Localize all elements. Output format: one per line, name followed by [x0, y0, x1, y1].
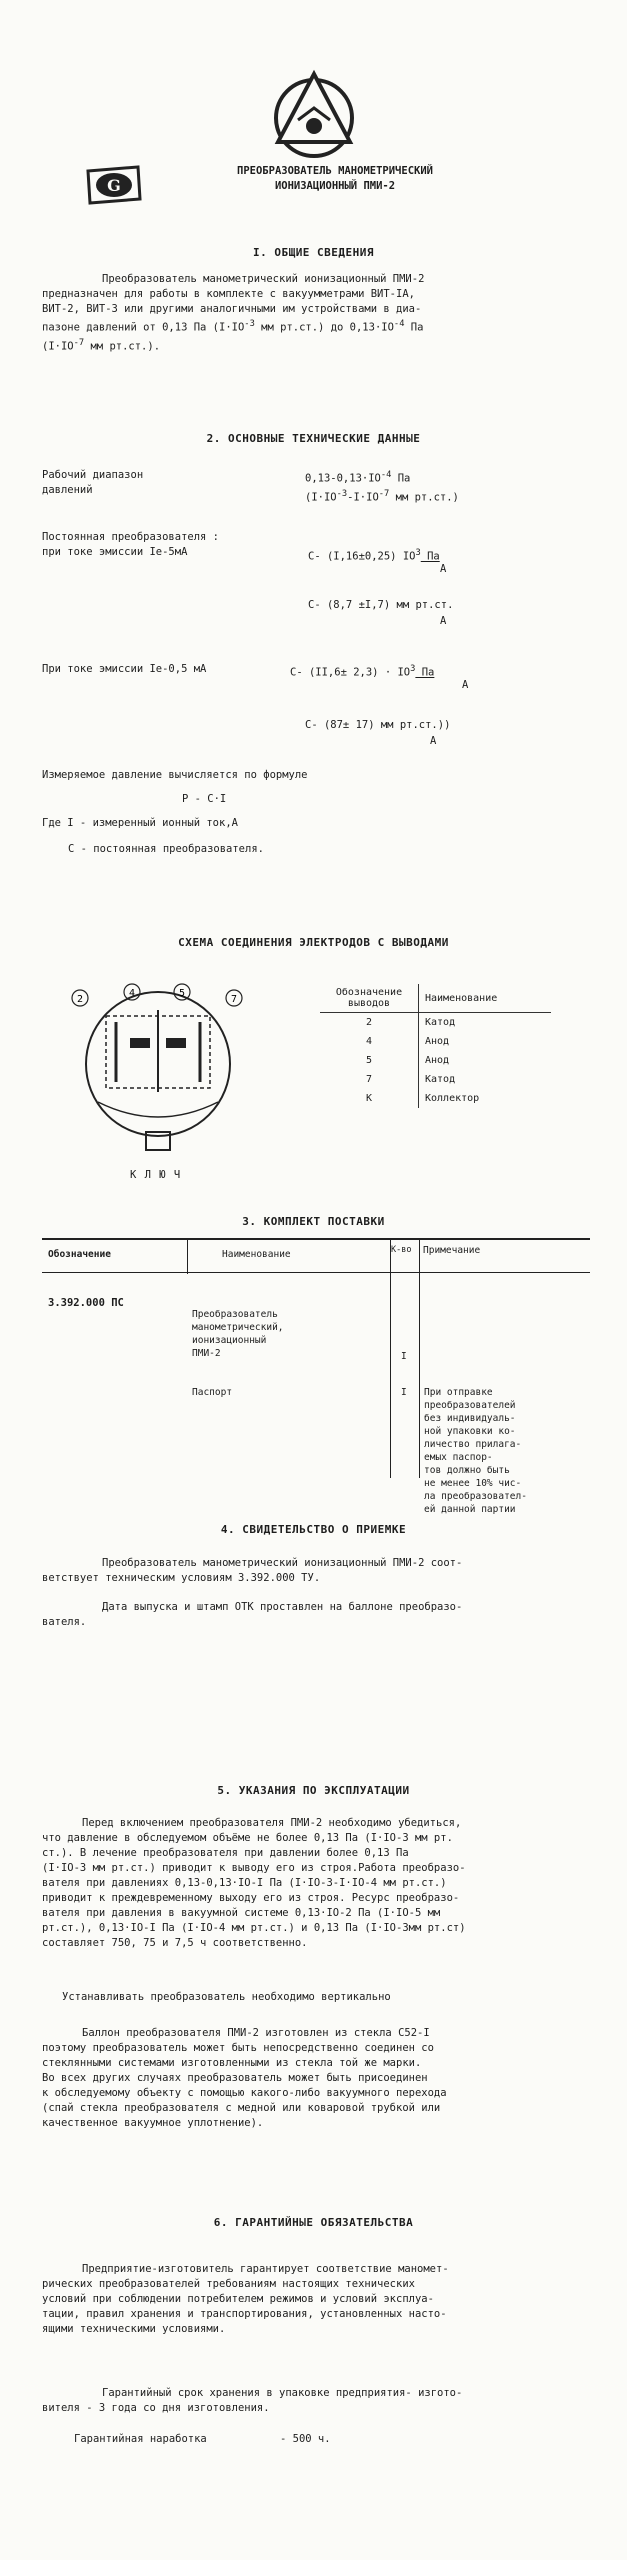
- title-line-1: ПРЕОБРАЗОВАТЕЛЬ МАНОМЕТРИЧЕСКИЙ: [237, 165, 433, 177]
- text-line: поэтому преобразователь может быть непосредственно соединен со: [42, 2042, 434, 2054]
- pin-number: 5: [320, 1051, 419, 1070]
- text-line: приводит к преждевременному выходу его из строя. Ресурс преобразо-: [42, 1892, 460, 1904]
- text-line: ной упаковки ко-: [424, 1426, 516, 1437]
- text-line: ящими техническими условиями.: [42, 2323, 226, 2335]
- emission-label-2: При токе эмиссии Iе-0,5 мА: [42, 663, 207, 675]
- constant-value-2-denominator: A: [440, 615, 447, 627]
- key-label: К Л Ю Ч: [130, 1169, 182, 1181]
- pin-name: Катод: [425, 1017, 456, 1028]
- logo-letter: G: [107, 176, 121, 195]
- text-line: Предприятие-изготовитель гарантирует соответствие маномет-: [82, 2263, 449, 2275]
- text-line: к обследуемому объекту с помощью какого-либо вакуумного перехода: [42, 2087, 447, 2099]
- constant-value-4: C- (87± 17) мм рт.ст.)): [305, 719, 451, 731]
- text-line: качественное вакуумное уплотнение).: [42, 2117, 264, 2129]
- electrode-diagram: [58, 982, 258, 1157]
- section-6-paragraph-1: [42, 2262, 602, 2337]
- kit-qty-2: I: [401, 1387, 407, 1398]
- constant-value-2: C- (8,7 ±I,7) мм рт.ст.: [308, 599, 454, 611]
- text-line: преобразователей: [424, 1400, 516, 1411]
- text-line: ст.). В лечение преобразователя при давлении более 0,13 Па: [42, 1847, 409, 1859]
- pinout-col-2: Наименование: [425, 992, 498, 1004]
- section-5-paragraph-3: [42, 2026, 602, 2131]
- kit-note: [424, 1386, 588, 1516]
- kit-col-name: Наименование: [222, 1249, 291, 1260]
- section-1-heading: I. ОБЩИЕ СВЕДЕНИЯ: [252, 246, 375, 259]
- pinout-col-1: Обозначение выводов: [320, 984, 419, 1013]
- formula: P - C·I: [182, 793, 227, 805]
- section-3-heading: 3. КОМПЛЕКТ ПОСТАВКИ: [242, 1215, 385, 1228]
- text-line: стеклянными системами изготовленными из стекла той же марки.: [42, 2057, 422, 2069]
- warranty-hours-value: - 500 ч.: [280, 2433, 331, 2445]
- constant-value-4-denominator: A: [430, 735, 437, 747]
- pinout-row: [320, 1013, 551, 1033]
- kit-code: 3.392.000 ПС: [48, 1297, 124, 1309]
- text-line: емых паспор-: [424, 1452, 493, 1463]
- pin-label-2: 2: [76, 994, 84, 1005]
- pin-number: К: [320, 1089, 419, 1108]
- range-label: Рабочий диапазон давлений: [42, 469, 144, 496]
- section-5-heading: 5. УКАЗАНИЯ ПО ЭКСПЛУАТАЦИИ: [217, 1784, 410, 1797]
- text-line: условий при соблюдении потребителем режимов и условий эксплуа-: [42, 2293, 434, 2305]
- text-line: не менее 10% чис-: [424, 1478, 522, 1489]
- text-line: без индивидуаль-: [424, 1413, 516, 1424]
- constant-value-1-denominator: A: [440, 563, 447, 575]
- formula-intro: Измеряемое давление вычисляется по формуле: [42, 769, 308, 781]
- pin-name: Коллектор: [425, 1093, 480, 1104]
- text-line: Перед включением преобразователя ПМИ-2 необходимо убедиться,: [82, 1817, 462, 1829]
- pinout-row: [320, 1051, 551, 1070]
- pin-label-4: 4: [128, 988, 136, 999]
- section-5-paragraph-1: [42, 1816, 602, 1951]
- pinout-row: [320, 1032, 551, 1051]
- text-line: вателя при давления в вакуумной системе 0,13·IO-2 Па (I·IO-5 мм: [42, 1907, 441, 1919]
- text-line: тов должно быть: [424, 1465, 510, 1476]
- triangle-emblem-icon: [268, 68, 360, 168]
- text-line: Во всех других случаях преобразователь может быть присоединен: [42, 2072, 428, 2084]
- text-line: ей данной партии: [424, 1504, 516, 1515]
- text-line: (спай стекла преобразователя с медной или коваровой трубкой или: [42, 2102, 441, 2114]
- section-6-heading: 6. ГАРАНТИЙНЫЕ ОБЯЗАТЕЛЬСТВА: [213, 2216, 414, 2229]
- title-line-2: ИОНИЗАЦИОННЫЙ ПМИ-2: [274, 180, 396, 192]
- constant-value-3-denominator: A: [462, 679, 469, 691]
- pin-name: Анод: [425, 1055, 450, 1066]
- pin-label-5: 5: [178, 988, 186, 999]
- range-value: $0,13-0,13\cdot IO^{-4}$ Па ($I\cdot IO^{-3}-I\cdot IO^{-7}$ мм рт.ст.): [305, 470, 459, 503]
- pin-number: 4: [320, 1032, 419, 1051]
- pin-number: 2: [320, 1013, 419, 1033]
- anode-right: [166, 1038, 186, 1048]
- pin-number: 7: [320, 1070, 419, 1089]
- text-line: ла преобразовател-: [424, 1491, 527, 1502]
- text-line: рических преобразователей требованиям настоящих технических: [42, 2278, 415, 2290]
- kit-col-designation: Обозначение: [48, 1249, 111, 1260]
- text-line: При отправке: [424, 1387, 493, 1398]
- section-6-paragraph-2: Гарантийный срок хранения в упаковке предприятия- изгото- вителя - 3 года со дня изготовления.: [42, 2387, 463, 2414]
- pinout-row: [320, 1070, 551, 1089]
- kit-item-1: Преобразователь манометрический, ионизационный ПМИ-2: [192, 1309, 284, 1359]
- oval-logo-icon: [82, 165, 144, 205]
- constant-value-1: C- (I,16±0,25) $IO^3$ Па: [308, 548, 440, 563]
- pinout-heading: СХЕМА СОЕДИНЕНИЯ ЭЛЕКТРОДОВ С ВЫВОДАМИ: [178, 936, 449, 949]
- s1-line-2: предназначен для работы в комплекте с вакуумметрами ВИТ-IA,: [42, 288, 415, 300]
- manufacturer-logo: [82, 165, 144, 205]
- kit-item-2: Паспорт: [192, 1387, 233, 1398]
- text-line: что давление в обследуемом объёме не более 0,13 Па (I·IO-3 мм рт.: [42, 1832, 453, 1844]
- pinout-table: [320, 984, 551, 1108]
- s1-line-4: пазоне давлений от 0,13 Па ($I\cdot IO^{-3}$ мм рт.ст.) до $0,13\cdot IO^{-4}$ Па: [42, 319, 424, 334]
- formula-where-2: C - постоянная преобразователя.: [68, 843, 264, 855]
- text-line: (I·IO-3 мм рт.ст.) приводит к выводу его из строя.Работа преобразо-: [42, 1862, 466, 1874]
- kit-qty-1: I: [401, 1351, 407, 1362]
- s1-line-5: ($I\cdot IO^{-7}$ мм рт.ст.).: [42, 337, 161, 352]
- text-line: тации, правил хранения и транспортирования, установленных насто-: [42, 2308, 447, 2320]
- section-1-text: [42, 272, 584, 354]
- text-line: Баллон преобразователя ПМИ-2 изготовлен из стекла С52-I: [82, 2027, 430, 2039]
- warranty-hours-label: Гарантийная наработка: [74, 2433, 207, 2445]
- text-line: составляет 750, 75 и 7,5 ч соответственно.: [42, 1937, 308, 1949]
- section-2-heading: 2. ОСНОВНЫЕ ТЕХНИЧЕСКИЕ ДАННЫЕ: [206, 432, 421, 445]
- pinout-row: [320, 1089, 551, 1108]
- pin-label-7: 7: [230, 994, 238, 1005]
- pin-name: Анод: [425, 1036, 450, 1047]
- text-line: вателя при давлениях 0,13-0,13·IO-I Па (I·IO-3-I·IO-4 мм рт.ст.): [42, 1877, 447, 1889]
- kit-col-qty: К-во: [391, 1245, 412, 1255]
- text-line: личество прилага-: [424, 1439, 522, 1450]
- s1-line-1: Преобразователь манометрический ионизационный ПМИ-2: [102, 273, 425, 285]
- constant-label: Постоянная преобразователя : при токе эмиссии Iе-5мА: [42, 531, 220, 558]
- text-line: рт.ст.), 0,13·IO-I Па (I·IO-4 мм рт.ст.) и 0,13 Па (I·IO-3мм рт.ст): [42, 1922, 466, 1934]
- document-title: [150, 164, 520, 194]
- section-4-heading: 4. СВИДЕТЕЛЬСТВО О ПРИЕМКЕ: [220, 1523, 407, 1536]
- kit-col-note: Примечание: [423, 1245, 481, 1256]
- section-5-paragraph-2: Устанавливать преобразователь необходимо вертикально: [62, 1991, 391, 2003]
- formula-where-1: Где I - измеренный ионный ток,А: [42, 817, 238, 829]
- anode-left: [130, 1038, 150, 1048]
- kit-table: [42, 1238, 590, 1548]
- pin-name: Катод: [425, 1074, 456, 1085]
- section-4-text: Преобразователь манометрический ионизационный ПМИ-2 соот- ветствует техническим условиям 3.392.000 ТУ. Дата выпуска и штамп ОТК проставлен на баллоне преобразо- вателя.: [42, 1557, 463, 1628]
- constant-value-3: C- $(II,6\pm 2,3) \cdot IO^3$ Па: [290, 664, 435, 679]
- s1-line-3: ВИТ-2, ВИТ-3 или другими аналогичными им устройствами в диа-: [42, 303, 422, 315]
